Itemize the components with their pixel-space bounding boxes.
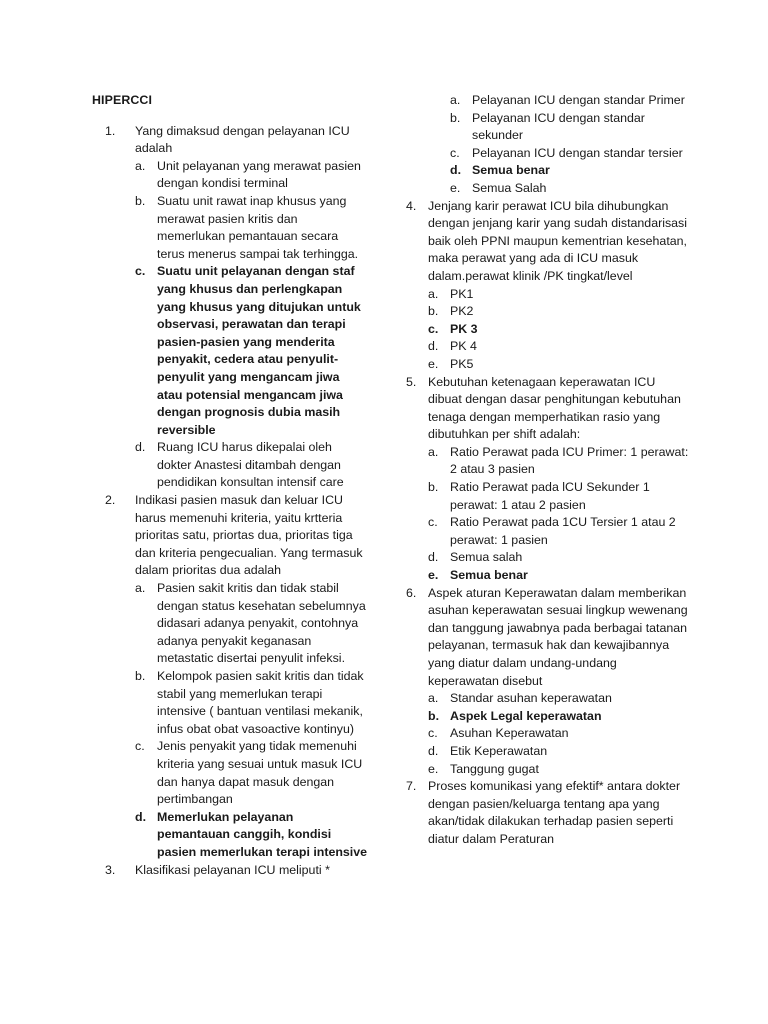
- option-text: Standar asuhan keperawatan: [450, 691, 612, 706]
- answer-option: [135, 580, 368, 668]
- option-letter: d.: [135, 809, 147, 824]
- option-letter: a.: [428, 444, 439, 459]
- answer-option: [428, 549, 690, 567]
- option-text: PK5: [450, 356, 474, 371]
- option-letter: a.: [450, 93, 461, 107]
- answer-option: [428, 356, 690, 374]
- question-number-label: 7.: [406, 779, 417, 794]
- option-text: Pelayanan ICU dengan standar tersier: [472, 145, 683, 160]
- left-column: [92, 92, 368, 879]
- option-text: Ruang ICU harus dikepalai oleh dokter Anastesi ditambah dengan pendidikan konsultan intensif care: [157, 440, 344, 490]
- options-list: [428, 286, 690, 374]
- answer-option: [450, 162, 690, 180]
- answer-option: [135, 439, 368, 492]
- option-text: Suatu unit pelayanan dengan staf yang khusus dan perlengkapan yang khusus yang ditujukan untuk observasi, perawatan dan terapi pasien-pasien yang menderita penyakit, cedera atau penyulit-penyulit yang mengancam jiwa atau potensial mengancam jiwa dengan prognosis dubia masih reversible: [157, 264, 361, 437]
- answer-option: [135, 193, 368, 263]
- question-text: Jenjang karir perawat ICU bila dihubungkan dengan jenjang karir yang sudah distandarisasi baik oleh PPNI maupun kementrian kesehatan, maka perawat yang ada di ICU masuk dalam.perawat klinik /PK tingkat/level: [428, 198, 687, 283]
- question-text: Klasifikasi pelayanan ICU meliputi *: [135, 862, 330, 877]
- option-text: Semua salah: [450, 550, 523, 565]
- option-text: Jenis penyakit yang tidak memenuhi kriteria yang sesuai untuk masuk ICU dan hanya dapat masuk dengan pertimbangan: [157, 739, 363, 807]
- option-text: Pasien sakit kritis dan tidak stabil dengan status kesehatan sebelumnya didasari adanya penyakit, contohnya adanya penyakit keganasan metastatic disertai penyulit infeksi.: [157, 581, 366, 666]
- option-letter: a.: [428, 286, 439, 301]
- question-number: [92, 123, 135, 492]
- option-text: Semua benar: [472, 163, 550, 178]
- answer-option: [135, 738, 368, 808]
- option-letter: a.: [428, 691, 439, 706]
- answer-option: [428, 479, 690, 514]
- answer-option: [450, 92, 690, 110]
- option-text: Aspek Legal keperawatan: [450, 708, 602, 723]
- question-number: [92, 492, 135, 861]
- answer-option: [135, 158, 368, 193]
- answer-option: [428, 761, 690, 779]
- answer-option: [450, 180, 690, 198]
- question-body: [135, 123, 368, 492]
- option-letter: d.: [428, 743, 439, 758]
- question-number: [406, 778, 428, 848]
- option-letter: e.: [428, 356, 439, 371]
- right-column: [406, 92, 690, 849]
- option-letter: d.: [428, 339, 439, 354]
- question-body: [428, 585, 690, 779]
- question-body: [135, 492, 368, 861]
- option-text: PK1: [450, 286, 474, 301]
- question-number-label: 5.: [406, 374, 417, 389]
- option-letter: c.: [450, 145, 460, 160]
- question-text: Proses komunikasi yang efektif* antara dokter dengan pasien/keluarga tentang apa yang akan/tidak dilakukan terhadap pasien seperti diatur dalam Peraturan: [428, 779, 681, 846]
- option-letter: b.: [135, 669, 146, 683]
- answer-option: [428, 743, 690, 761]
- option-letter: d.: [135, 440, 146, 455]
- option-letter: d.: [450, 163, 462, 178]
- option-letter: e.: [450, 180, 461, 195]
- option-text: Unit pelayanan yang merawat pasien dengan kondisi terminal: [157, 158, 361, 191]
- question-text: Yang dimaksud dengan pelayanan ICU adalah: [135, 123, 350, 156]
- option-text: Suatu unit rawat inap khusus yang merawat pasien kritis dan memerlukan pemantauan secara terus menerus sampai tak terhingga.: [157, 193, 359, 261]
- option-text: Kelompok pasien sakit kritis dan tidak stabil yang memerlukan terapi intensive ( bantuan ventilasi mekanik, infus obat obat vasoactive kontinyu): [157, 669, 364, 736]
- answer-option: [428, 338, 690, 356]
- answer-option: [428, 708, 690, 726]
- option-text: Semua Salah: [472, 180, 547, 195]
- option-letter: a.: [135, 158, 146, 173]
- question-number: [406, 585, 428, 779]
- option-letter: c.: [135, 739, 145, 754]
- question-number-label: 4.: [406, 198, 417, 213]
- question-number-label: 2.: [105, 493, 116, 508]
- question-number-label: 3.: [105, 862, 116, 877]
- option-letter: b.: [428, 708, 440, 723]
- question-3-options: [428, 92, 690, 198]
- option-text: Ratio Perawat pada lCU Sekunder 1 perawat: 1 atau 2 pasien: [450, 480, 650, 512]
- option-letter: e.: [428, 568, 439, 583]
- option-letter: c.: [428, 321, 439, 336]
- question-body: [428, 198, 690, 374]
- answer-option: [428, 321, 690, 339]
- question-item: [406, 778, 690, 848]
- question-item: [406, 585, 690, 779]
- question-number-label: 6.: [406, 585, 417, 600]
- option-letter: c.: [135, 264, 146, 279]
- option-text: Tanggung gugat: [450, 761, 539, 776]
- option-text: PK 4: [450, 339, 477, 354]
- option-letter: c.: [428, 726, 438, 741]
- question-item: [92, 862, 368, 880]
- answer-option: [428, 303, 690, 321]
- options-list: [428, 444, 690, 585]
- answer-option: [428, 725, 690, 743]
- option-text: PK 3: [450, 321, 478, 336]
- option-text: Asuhan Keperawatan: [450, 726, 569, 741]
- answer-option: [450, 110, 690, 145]
- answer-option: [428, 444, 690, 479]
- answer-option: [428, 286, 690, 304]
- option-letter: b.: [135, 193, 146, 208]
- options-list: [428, 690, 690, 778]
- option-letter: a.: [135, 581, 146, 596]
- option-text: Ratio Perawat pada 1CU Tersier 1 atau 2 perawat: 1 pasien: [450, 515, 676, 547]
- question-number: [406, 198, 428, 374]
- document-title: HIPERCCI: [92, 93, 153, 107]
- question-item: [92, 492, 368, 861]
- answer-option: [428, 567, 690, 585]
- question-item: [92, 123, 368, 492]
- option-text: Pelayanan ICU dengan standar Primer: [472, 93, 685, 107]
- question-text: Aspek aturan Keperawatan dalam memberikan asuhan keperawatan sesuai lingkup wewenang dan tanggung jawabnya pada berbagai tatanan pelayanan, termasuk hak dan kewajibannya yang diatur dalam undang-undang keperawatan disebut: [428, 585, 688, 688]
- option-letter: c.: [428, 515, 438, 530]
- question-body: [135, 862, 368, 880]
- option-letter: b.: [450, 110, 461, 125]
- option-letter: e.: [428, 761, 439, 776]
- option-text: Pelayanan ICU dengan standar sekunder: [472, 110, 645, 143]
- option-letter: b.: [428, 304, 439, 319]
- answer-option: [135, 809, 368, 862]
- answer-option: [450, 145, 690, 163]
- answer-option: [135, 668, 368, 738]
- option-text: Ratio Perawat pada ICU Primer: 1 perawat: 2 atau 3 pasien: [450, 444, 689, 477]
- question-body: [428, 374, 690, 585]
- question-number: [406, 374, 428, 585]
- question-item: [406, 198, 690, 374]
- question-body: [428, 778, 690, 848]
- question-text: Kebutuhan ketenagaan keperawatan ICU dibuat dengan dasar penghitungan kebutuhan tenaga dengan memperhatikan rasio yang dibutuhkan per shift adalah:: [428, 374, 681, 442]
- option-text: PK2: [450, 304, 474, 319]
- options-list: [135, 158, 368, 492]
- question-item: [406, 374, 690, 585]
- question-number: [92, 862, 135, 880]
- question-number-label: 1.: [105, 123, 116, 138]
- answer-option: [135, 263, 368, 439]
- option-text: Memerlukan pelayanan pemantauan canggih, kondisi pasien memerlukan terapi intensive: [157, 809, 368, 859]
- answer-option: [428, 514, 690, 549]
- option-letter: d.: [428, 550, 439, 565]
- option-text: Etik Keperawatan: [450, 743, 548, 758]
- options-list: [135, 580, 368, 862]
- question-text: Indikasi pasien masuk dan keluar ICU harus memenuhi kriteria, yaitu krtteria prioritas satu, priortas dua, prioritas tiga dan kriteria pengecualian. Yang termasuk dalam prioritas dua adalah: [135, 493, 363, 578]
- option-text: Semua benar: [450, 568, 528, 583]
- option-letter: b.: [428, 480, 439, 495]
- answer-option: [428, 690, 690, 708]
